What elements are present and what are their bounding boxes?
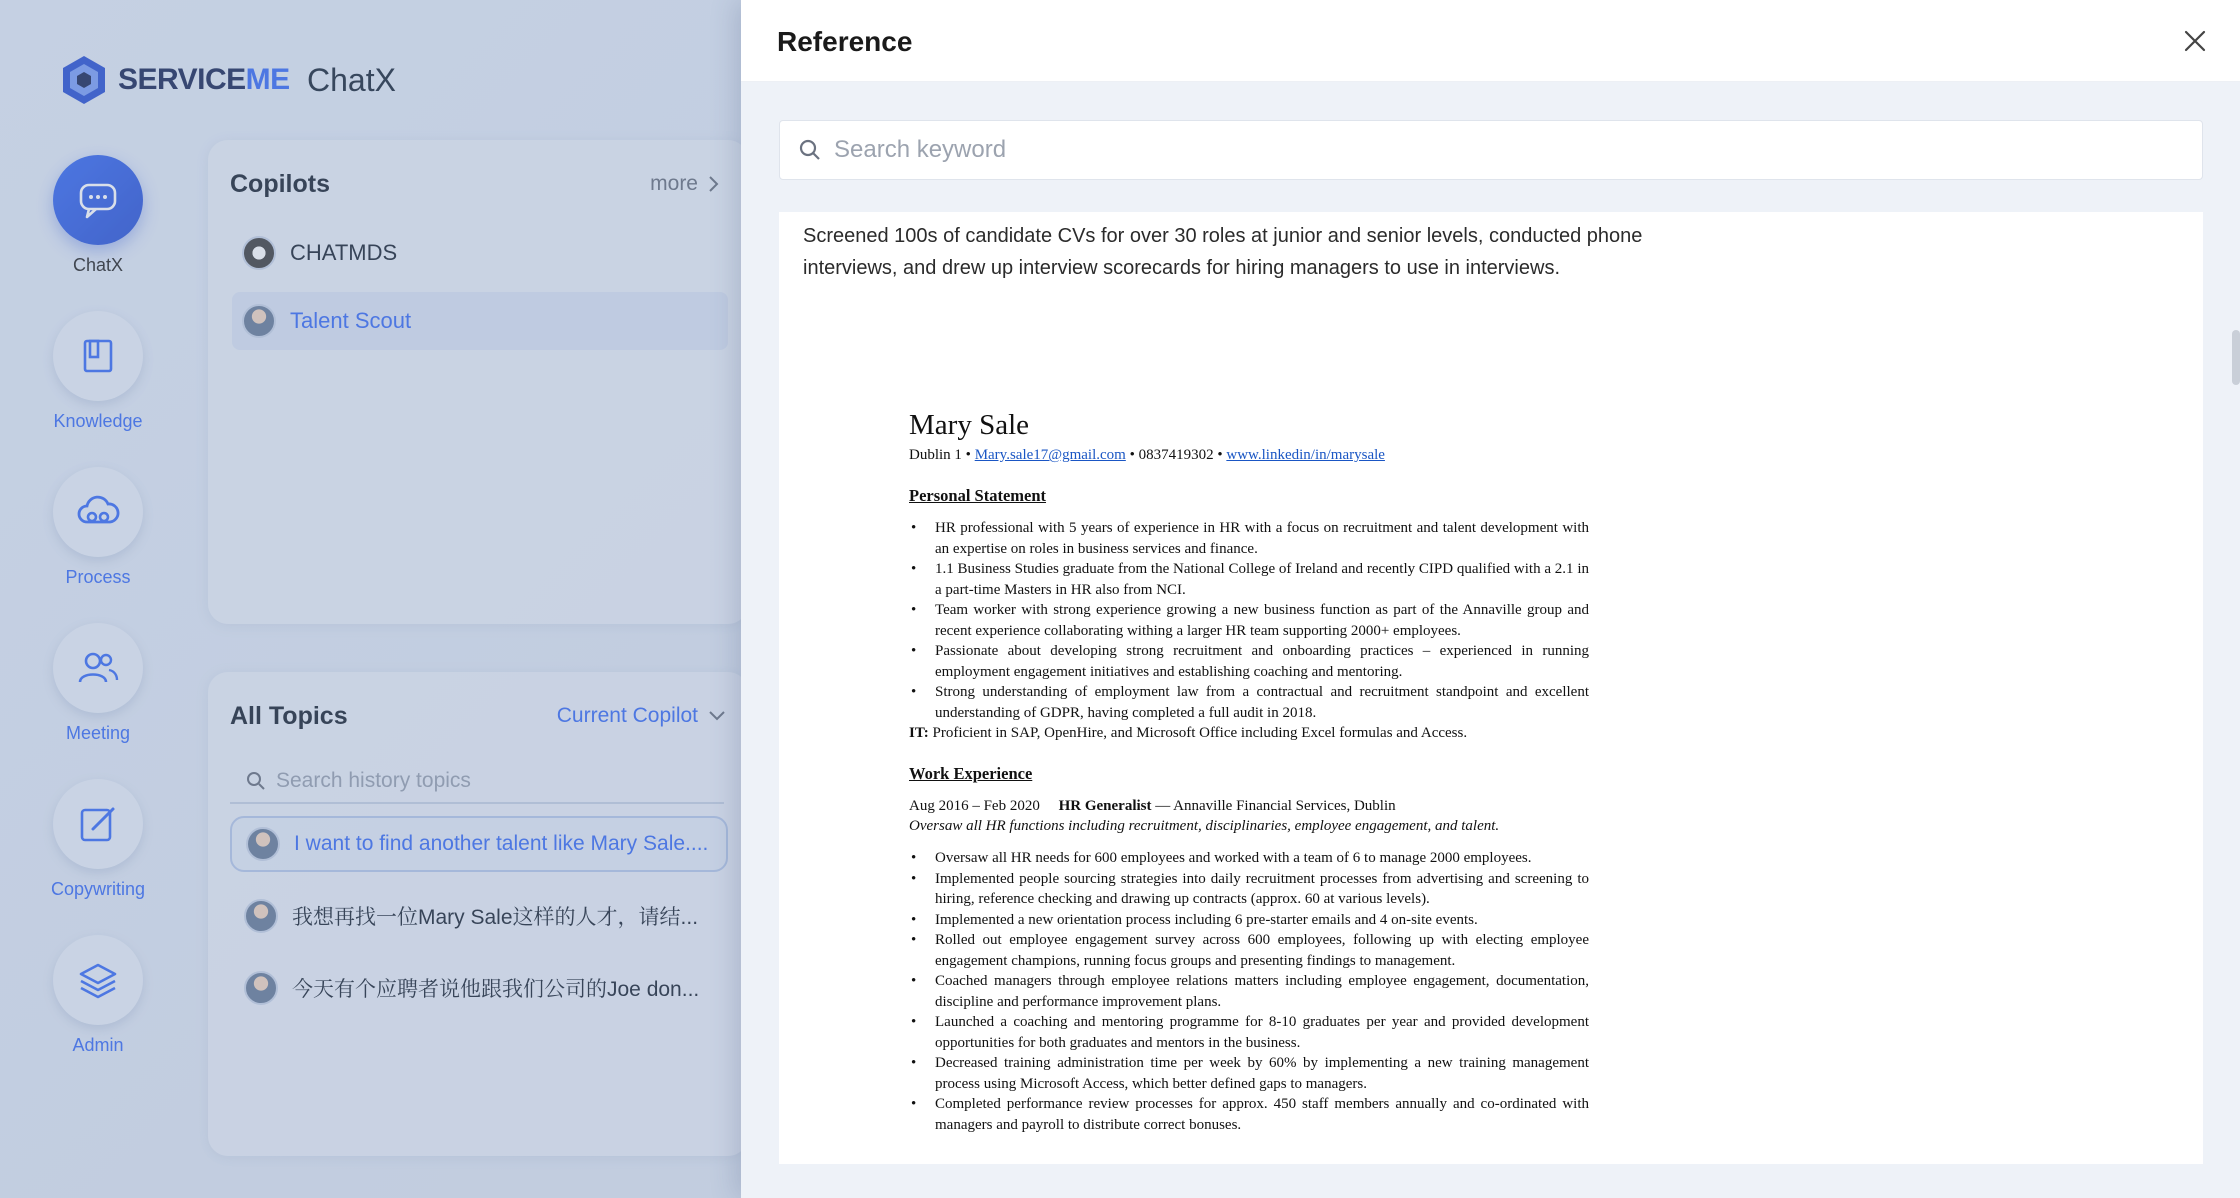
scrollbar-thumb[interactable] (2232, 330, 2240, 385)
list-item: • HR professional with 5 years of experience in HR with a focus on recruitment and talent development with an expertise on roles in business services and finance. (909, 518, 1589, 559)
drawer-body (741, 82, 2240, 1198)
resume-contact: Dublin 1 • Mary.sale17@gmail.com • 0837419302 • www.linkedin/in/marysale (909, 447, 1385, 463)
app-title: ChatX (307, 62, 396, 98)
topic-text: I want to find another talent like Mary Sale.... (294, 832, 709, 855)
copilot-name: CHATMDS (290, 240, 398, 265)
list-item: • Launched a coaching and mentoring programme for 8-10 graduates per year and provided development opportunities for both graduates and mentors in the business. (909, 1012, 1589, 1053)
drawer-header (741, 0, 2240, 82)
list-item: • Coached managers through employee relations matters including employee engagement, documentation, discipline and performance improvement plans. (909, 971, 1589, 1012)
reference-drawer (741, 0, 2240, 1198)
resume-job-summary: Oversaw all HR functions including recruitment, disciplinaries, employee engagement, and talent. (909, 818, 1500, 834)
topic-text: 今天有个应聘者说他跟我们公司的Joe don... (292, 978, 700, 1001)
list-item: • 1.1 Business Studies graduate from the National College of Ireland and recently CIPD qualified with a 2.1 in a part-time Masters in HR also from NCI. (909, 559, 1589, 600)
personal-statement-list (909, 518, 1589, 723)
resume-section-heading: Work Experience (909, 764, 1033, 783)
topic-search-placeholder: Search history topics (276, 769, 471, 792)
list-item: • Implemented a new orientation process including 6 pre-starter emails and 4 on-site events. (909, 910, 1589, 931)
nav-label-meeting: Meeting (65, 723, 131, 743)
reference-snippet: Screened 100s of candidate CVs for over 30 roles at junior and senior levels, conducted phone interviews, and drew up interview scorecards for hiring managers to use in interviews. (803, 225, 1643, 279)
copilots-title: Copilots (230, 170, 330, 198)
list-item: • Completed performance review processes for approx. 450 staff members annually and co-ordinated with managers and payroll to distribute correct bonuses. (909, 1094, 1589, 1135)
topics-title: All Topics (230, 702, 348, 730)
resume-job-header: Aug 2016 – Feb 2020 HR Generalist — Annaville Financial Services, Dublin (909, 798, 1396, 814)
list-item: • Team worker with strong experience growing a new business function as part of the Annaville group and recent experience collaborating withing a larger HR team supporting 2000+ employees. (909, 600, 1589, 641)
resume-linkedin-link[interactable]: www.linkedin/in/marysale (1226, 447, 1385, 463)
resume-it-line: IT: Proficient in SAP, OpenHire, and Microsoft Office including Excel formulas and Access. (909, 725, 1468, 741)
nav-label-copywriting: Copywriting (50, 879, 146, 899)
list-item: • Implemented people sourcing strategies into daily recruitment processes from advertising and screening to hiring, reference checking and drawing up contracts (approx. 60 at various levels). (909, 869, 1589, 910)
nav-label-process: Process (65, 567, 131, 587)
nav-label-admin: Admin (72, 1035, 124, 1055)
logo-text-suffix: ME (245, 63, 290, 96)
reference-content[interactable] (779, 212, 2203, 1164)
resume-section-heading: Personal Statement (909, 486, 1047, 505)
filter-label: Current Copilot (556, 704, 698, 727)
close-icon[interactable] (2180, 26, 2210, 56)
list-item: • Strong understanding of employment law from a contractual and recruitment standpoint and excellent understanding of GDPR, having completed a full audit in 2018. (909, 682, 1589, 723)
keyword-search-input[interactable] (834, 136, 2194, 164)
resume-document (909, 408, 1589, 1135)
copilot-name: Talent Scout (290, 308, 412, 333)
search-icon (798, 138, 822, 162)
list-item: • Rolled out employee engagement survey across 600 employees, following up with electing employee engagement champions, running focus groups and presenting findings to management. (909, 930, 1589, 971)
resume-phone: 0837419302 (1138, 447, 1214, 463)
drawer-title: Reference (777, 26, 913, 57)
resume-email-link[interactable]: Mary.sale17@gmail.com (974, 447, 1126, 463)
nav-label-knowledge: Knowledge (53, 411, 143, 431)
list-item: • Decreased training administration time per week by 60% by implementing a new training management process using Microsoft Access, which better defined gaps to managers. (909, 1053, 1589, 1094)
more-label: more (650, 172, 698, 195)
list-item: • Passionate about developing strong recruitment and onboarding practices – experienced in running employment engagement initiatives and establishing coaching and mentoring. (909, 641, 1589, 682)
nav-label-chatx: ChatX (72, 255, 124, 275)
job-bullets-list (909, 848, 1589, 1135)
keyword-search-box[interactable] (779, 120, 2203, 180)
list-item: • Oversaw all HR needs for 600 employees and worked with a team of 6 to manage 2000 employees. (909, 848, 1589, 869)
resume-name: Mary Sale (909, 409, 1029, 441)
topic-text: 我想再找一位Mary Sale这样的人才，请结... (292, 906, 699, 929)
logo-text-prefix: SERVICE (118, 63, 246, 96)
